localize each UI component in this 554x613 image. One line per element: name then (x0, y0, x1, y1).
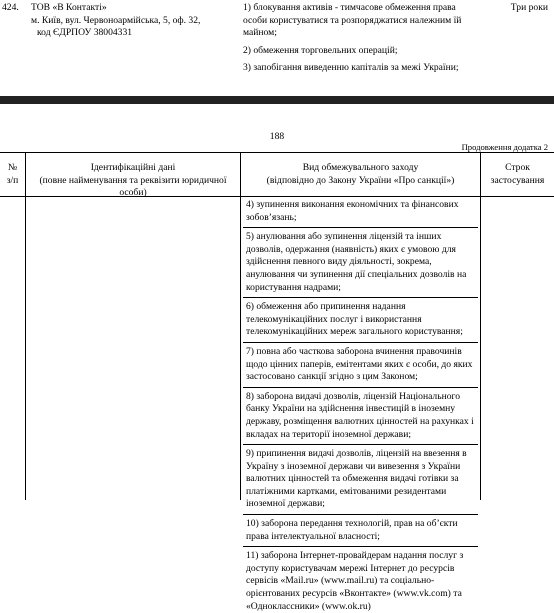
measure-cell: 11) заборона Інтернет-провайдерам надання послуг з доступу користувачам мережі Інтернет до ресурсів сервісів «Mail.ru» (www.mail.ru) та соціально-орієнтованих ресурсів «Вконтакте» (www.vk.com) та «Одноклассники» (www.ok.ru) (246, 550, 464, 612)
page-number: 188 (269, 131, 285, 142)
cell-divider (243, 514, 478, 515)
cell-divider (243, 227, 478, 228)
measure-item: 3) запобігання виведенню капіталів за межі України; (243, 62, 459, 74)
measure-cell: 10) заборона передання технологій, прав на об’єкти права інтелектуальної власності; (246, 518, 458, 542)
header-term: Строк застосування (490, 162, 545, 186)
column-divider (25, 152, 26, 500)
continuation-label: Продовження додатка 2 (461, 142, 548, 152)
measure-cell: 4) зупинення виконання економічних та фінансових зобов’язань; (246, 199, 459, 223)
term-value: Три роки (510, 2, 548, 13)
org-name: ТОВ «В Контакті» (31, 2, 107, 13)
header-number: № з/п (6, 162, 19, 186)
measure-cell: 6) обмеження або припинення надання телекомунікаційних послуг і використання телекомунікаційних мереж загального користування; (246, 301, 463, 338)
measure-cell: 8) заборона видачі дозволів, ліцензій Національного банку України на здійснення інвестицій в іноземну державу, розміщення валютних цінностей на рахунках і вкладах на території іноземної держави; (246, 390, 474, 440)
cell-divider (243, 444, 478, 445)
measures-column (243, 199, 478, 613)
measure-item: 2) обмеження торговельних операцій; (243, 44, 398, 56)
page-break-divider (0, 96, 554, 104)
organization-details (31, 2, 231, 40)
cell-divider (243, 387, 478, 388)
measure-cell: 9) припинення видачі дозволів, ліцензій на ввезення в Україну з іноземної держави чи вивезення з України валютних цінностей та обмеження видачі готівки за платіжними картками, емітованими резидентами іноземної держави; (246, 448, 467, 510)
header-measure-type: Вид обмежувального заходу (відповідно до Закону України «Про санкції») (266, 162, 455, 186)
cell-divider (243, 546, 478, 547)
column-divider (480, 152, 481, 500)
row-number: 424. (2, 2, 19, 13)
measure-cell: 7) повна або часткова заборона вчинення правочинів щодо цінних паперів, емітентами яких є особи, до яких застосовано санкції згідно з цим Законом; (246, 345, 473, 383)
org-code: код ЄДРПОУ 38004331 (37, 27, 133, 39)
cell-divider (243, 342, 478, 343)
measure-item: 1) блокування активів - тимчасове обмеження права особи користуватися та розпоряджатися належним їй майном; (243, 2, 462, 39)
measures-list-top (243, 2, 478, 80)
org-address: м. Київ, вул. Червоноармійська, 5, оф. 32, (31, 14, 201, 26)
table-top-border (0, 152, 554, 153)
sanctions-table (0, 152, 554, 612)
measure-cell: 5) анулювання або зупинення ліцензій та інших дозволів, одержання (наявність) яких є умовою для здійснення певного виду діяльності, зокрема, анулювання чи зупинення дії спеціальних дозволів на користування надрами; (246, 231, 467, 293)
header-identification: Ідентифікаційні дані (повне найменування та реквізити юридичної особи) (39, 162, 227, 199)
column-divider (240, 152, 241, 500)
cell-divider (243, 297, 478, 298)
